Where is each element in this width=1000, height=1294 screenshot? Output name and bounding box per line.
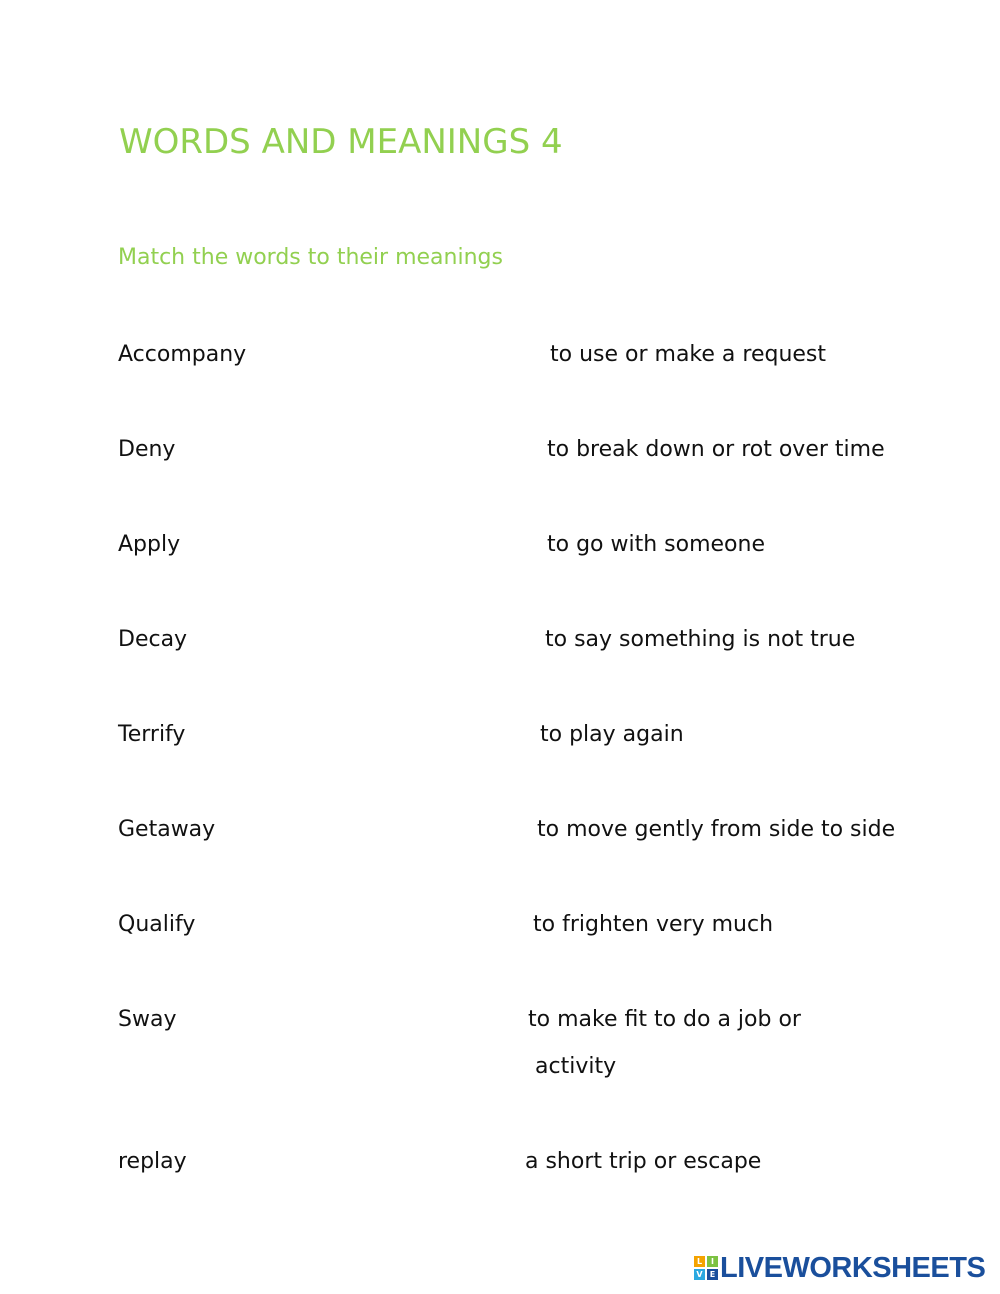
meaning-item: to go with someone [547,532,765,557]
liveworksheets-logo-icon [694,1256,718,1280]
logo-text: LIVEWORKSHEETS [720,1252,986,1284]
meaning-item: a short trip or escape [525,1149,762,1174]
logo-tile-v: V [694,1269,705,1280]
logo-tile-e: E [707,1269,718,1280]
meaning-item-continuation: activity [535,1054,617,1079]
word-item: Accompany [118,342,247,367]
meaning-item: to say something is not true [545,627,856,652]
word-item: Sway [118,1007,177,1032]
word-item: replay [118,1149,187,1174]
word-item: Apply [118,532,181,557]
worksheet-title: WORDS AND MEANINGS 4 [119,122,563,162]
meaning-item: to break down or rot over time [547,437,885,462]
liveworksheets-logo[interactable] [694,1253,985,1283]
word-item: Deny [118,437,176,462]
meaning-item: to move gently from side to side [537,817,896,842]
word-item: Getaway [118,817,216,842]
logo-tile-l: L [694,1256,705,1267]
word-item: Qualify [118,912,196,937]
worksheet-instruction: Match the words to their meanings [118,245,503,270]
word-item: Decay [118,627,188,652]
logo-tile-i: I [707,1256,718,1267]
meaning-item: to play again [540,722,684,747]
meaning-item: to frighten very much [533,912,774,937]
word-item: Terrify [118,722,186,747]
meaning-item: to make fit to do a job or [528,1007,801,1032]
meaning-item: to use or make a request [550,342,827,367]
